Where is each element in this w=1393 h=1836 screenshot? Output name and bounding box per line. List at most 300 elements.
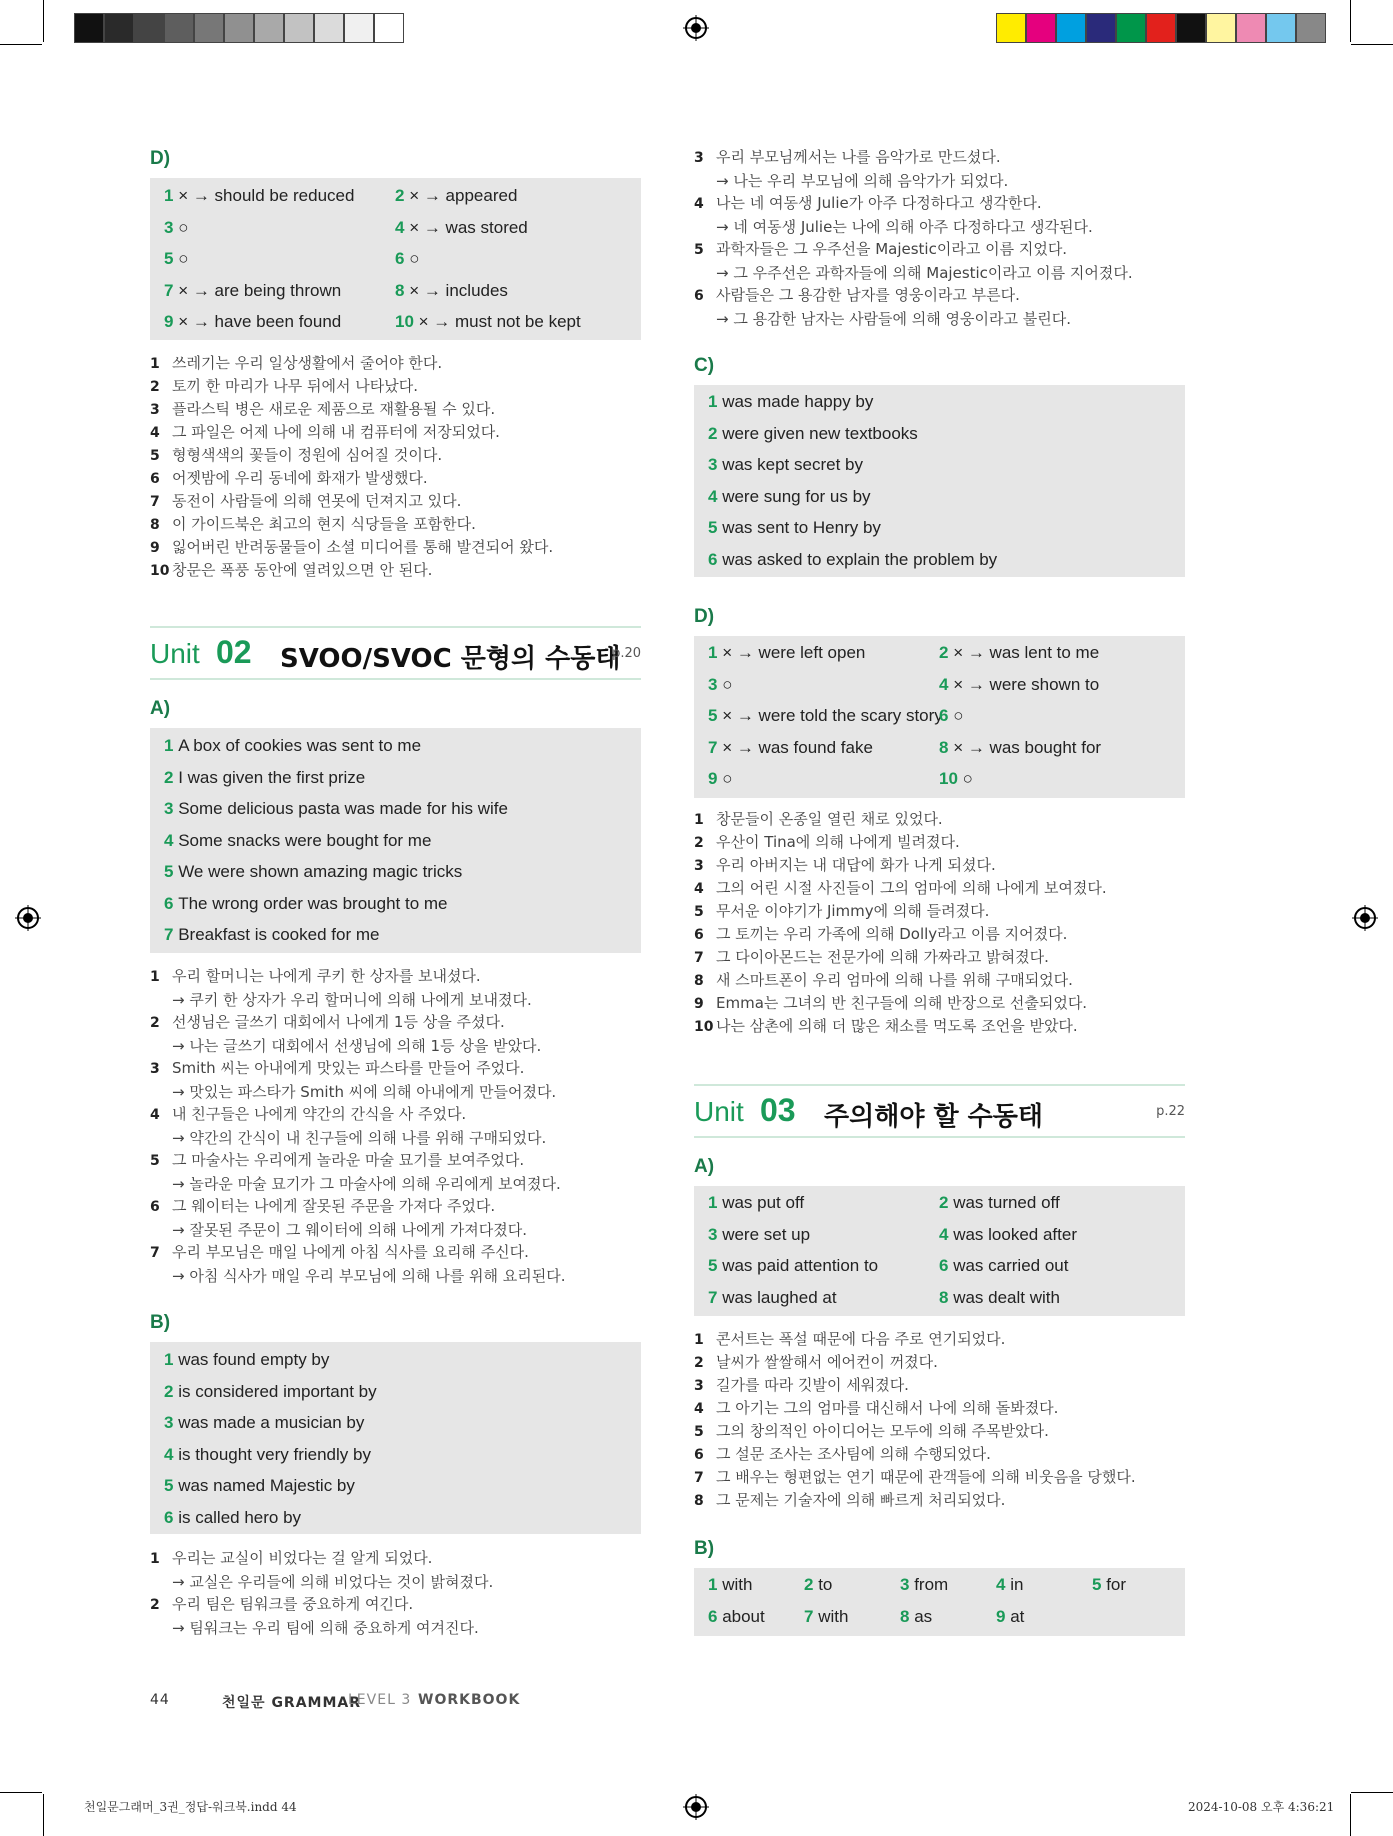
answer-number: 1	[164, 736, 179, 755]
unit-header-02	[150, 632, 641, 680]
answer-item	[164, 736, 421, 756]
translation-number: 1	[694, 812, 704, 828]
translation-active: 선생님은 글쓰기 대회에서 나에게 1등 상을 주셨다.	[172, 1013, 505, 1031]
translation-text: 어젯밤에 우리 동네에 화재가 발생했다.	[172, 469, 428, 487]
translation-line	[694, 992, 1087, 1016]
unit-title: SVOO/SVOC 문형의 수동태	[280, 644, 621, 674]
translation-active: 우리 팀은 팀워크를 중요하게 여긴다.	[172, 1595, 414, 1613]
page-reference: p.22	[1156, 1104, 1185, 1119]
translation-number: 3	[150, 402, 160, 418]
answer-number: 2	[708, 423, 723, 443]
answer-text: with	[818, 1606, 849, 1626]
translation-passive: → 그 우주선은 과학자들에 의해 Majestic이라고 이름 지어졌다.	[716, 264, 1133, 282]
answer-text: The wrong order was brought to me	[178, 893, 448, 913]
translation-text: 이 가이드북은 최고의 현지 식당들을 포함한다.	[172, 515, 476, 533]
translation-number: 1	[694, 1332, 704, 1348]
answer-item	[939, 1256, 1068, 1276]
translation-line	[694, 808, 943, 832]
answer-item	[708, 1607, 765, 1627]
answer-number: 8	[395, 280, 410, 300]
answer-item	[164, 1382, 377, 1402]
answer-text: is thought very friendly by	[178, 1444, 371, 1464]
translation-passive: → 놀라운 마술 묘기가 그 마술사에 의해 우리에게 보여졌다.	[172, 1175, 561, 1193]
translation-text: 그 아기는 그의 엄마를 대신해서 나에 의해 돌봐졌다.	[716, 1399, 1059, 1417]
answer-number: 10	[395, 312, 419, 331]
translation-number: 6	[150, 1199, 160, 1215]
translation-pair	[150, 1241, 566, 1288]
answer-number: 5	[708, 1256, 723, 1275]
translation-line	[694, 1374, 909, 1398]
answer-number: 4	[996, 1575, 1011, 1594]
translation-number: 10	[150, 563, 170, 579]
answer-text: × → are being thrown	[178, 280, 342, 300]
answer-text: was kept secret by	[722, 455, 863, 474]
answer-number: 6	[708, 1606, 723, 1626]
translation-text: 그 문제는 기술자에 의해 빠르게 처리되었다.	[716, 1491, 1006, 1509]
answer-number: 5	[1092, 1575, 1107, 1594]
translation-line	[150, 352, 442, 376]
answer-item	[708, 643, 865, 663]
answer-number: 4	[164, 1444, 179, 1464]
answer-text: I was given the first prize	[178, 767, 366, 787]
answer-number: 3	[708, 674, 723, 694]
translation-line	[694, 923, 1067, 947]
answer-number: 7	[164, 280, 179, 300]
answer-item	[708, 392, 873, 412]
translation-number: 7	[694, 950, 704, 966]
translation-text: 그 토끼는 우리 가족에 의해 Dolly라고 이름 지어졌다.	[716, 925, 1068, 943]
translation-text: 플라스틱 병은 새로운 제품으로 재활용될 수 있다.	[172, 400, 496, 418]
translation-line	[694, 1328, 1005, 1352]
translation-pair	[150, 1195, 527, 1242]
translation-number: 1	[150, 356, 160, 372]
translation-line	[694, 854, 996, 878]
answer-text: Some snacks were bought for me	[178, 830, 432, 850]
answer-item	[164, 312, 341, 332]
answer-text: with	[722, 1575, 753, 1594]
answer-text: × → have been found	[178, 312, 342, 331]
answer-item	[939, 738, 1101, 758]
answer-number: 8	[900, 1606, 915, 1626]
translation-active: 사람들은 그 용감한 남자를 영웅이라고 부른다.	[716, 286, 1020, 304]
translation-line	[694, 1397, 1058, 1421]
translation-active: Smith 씨는 아내에게 맛있는 파스타를 만들어 주었다.	[172, 1059, 525, 1077]
answer-item	[708, 1256, 878, 1276]
translation-number: 4	[694, 196, 704, 212]
answer-text: × → appeared	[409, 186, 518, 205]
page-number: 44	[150, 1692, 170, 1708]
answer-number: 6	[939, 1256, 954, 1275]
crop-mark	[1351, 1792, 1393, 1793]
translation-active: 내 친구들은 나에게 약간의 간식을 사 주었다.	[172, 1105, 467, 1123]
answer-text: ○	[178, 249, 189, 268]
answer-text: × → was stored	[409, 217, 528, 237]
translation-number: 7	[150, 494, 160, 510]
translation-number: 3	[694, 150, 704, 166]
footer-level: LEVEL 3	[348, 1692, 412, 1708]
answer-text: as	[914, 1606, 933, 1626]
answer-item	[164, 831, 431, 851]
answer-text: Breakfast is cooked for me	[178, 925, 380, 944]
answer-number: 6	[708, 549, 723, 569]
answer-text: for	[1106, 1575, 1127, 1594]
translation-text: 나는 삼촌에 의해 더 많은 채소를 먹도록 조언을 받았다.	[716, 1017, 1078, 1035]
translation-number: 2	[150, 1015, 160, 1031]
answer-number: 1	[708, 643, 723, 662]
footer-brand: 천일문 GRAMMAR	[222, 1695, 362, 1711]
translation-line	[694, 1466, 1136, 1490]
answer-number: 7	[164, 925, 179, 944]
answer-item	[708, 424, 918, 444]
answer-text: We were shown amazing magic tricks	[178, 862, 463, 881]
translation-pair	[150, 1057, 556, 1104]
unit-header-03	[694, 1090, 1185, 1138]
answer-text: × → was found fake	[722, 737, 873, 757]
translation-text: 그 파일은 어제 나에 의해 내 컴퓨터에 저장되었다.	[172, 423, 500, 441]
answer-text: from	[914, 1575, 949, 1594]
answer-item	[164, 186, 354, 206]
translation-number: 3	[150, 1061, 160, 1077]
page-reference: p.20	[612, 646, 641, 661]
translation-number: 2	[150, 379, 160, 395]
answer-text: ○	[722, 769, 733, 788]
answer-number: 2	[395, 186, 410, 205]
answer-item	[708, 1575, 752, 1595]
translation-number: 5	[694, 904, 704, 920]
answer-item	[395, 281, 508, 301]
answer-item	[395, 249, 419, 269]
answer-number: 2	[939, 643, 954, 662]
translation-text: 창문들이 온종일 열린 채로 있었다.	[716, 810, 943, 828]
translation-line	[694, 969, 1073, 993]
translation-pair	[694, 192, 1093, 239]
answer-item	[164, 281, 341, 301]
answer-text: × → were told the scary story	[722, 706, 943, 725]
answer-item	[708, 1225, 810, 1245]
answer-text: × → was lent to me	[953, 643, 1100, 662]
answer-text: was put off	[722, 1193, 805, 1212]
translation-pair	[150, 1547, 493, 1594]
translation-line	[694, 1489, 1005, 1513]
answer-item	[708, 769, 732, 789]
section-label-b: B)	[150, 1312, 171, 1333]
translation-number: 7	[150, 1245, 160, 1261]
translation-text: 그 설문 조사는 조사팀에 의해 수행되었다.	[716, 1445, 991, 1463]
answer-text: ○	[722, 674, 733, 694]
answer-item	[395, 312, 581, 332]
crop-mark	[43, 1794, 44, 1836]
answer-text: ○	[953, 706, 964, 725]
answer-number: 4	[939, 1224, 954, 1244]
registration-mark-icon	[683, 15, 709, 41]
answer-text: ○	[962, 769, 973, 788]
answer-item	[900, 1607, 932, 1627]
answer-text: A box of cookies was sent to me	[178, 736, 422, 755]
answer-item	[164, 1350, 329, 1370]
translation-pair	[150, 965, 532, 1012]
translation-text: Emma는 그녀의 반 친구들에 의해 반장으로 선출되었다.	[716, 994, 1088, 1012]
answer-number: 5	[708, 518, 723, 537]
translation-number: 1	[150, 969, 160, 985]
translation-text: 동전이 사람들에 의해 연못에 던져지고 있다.	[172, 492, 462, 510]
answer-number: 1	[708, 1575, 723, 1594]
answer-number: 3	[164, 799, 179, 818]
answer-item	[708, 487, 871, 507]
answer-number: 1	[164, 1350, 179, 1369]
answer-text: × → were left open	[722, 643, 866, 662]
crop-mark	[0, 44, 42, 45]
answer-number: 3	[708, 455, 723, 474]
answer-item	[708, 675, 732, 695]
translation-line	[150, 375, 418, 399]
section-label-d2: D)	[694, 606, 715, 627]
answer-number: 2	[164, 1381, 179, 1401]
translation-pair	[150, 1011, 541, 1058]
unit-number: 02	[216, 634, 252, 670]
answer-text: was sent to Henry by	[722, 518, 881, 537]
answer-text: about	[722, 1606, 765, 1626]
translation-pair	[150, 1103, 546, 1150]
answer-item	[996, 1575, 1023, 1595]
answer-item	[708, 455, 863, 475]
answer-text: × → should be reduced	[178, 186, 355, 205]
answer-number: 7	[708, 737, 723, 757]
translation-line	[694, 946, 1049, 970]
answer-number: 5	[164, 862, 179, 881]
answer-number: 2	[939, 1193, 954, 1212]
answer-item	[164, 894, 448, 914]
translation-number: 2	[694, 1355, 704, 1371]
translation-number: 9	[694, 996, 704, 1012]
translation-text: 날씨가 쌀쌀해서 에어컨이 꺼졌다.	[716, 1353, 938, 1371]
answer-item	[708, 1288, 837, 1308]
translation-line	[694, 1351, 938, 1375]
translation-line	[694, 877, 1107, 901]
translation-text: 잃어버린 반려동물들이 소셜 미디어를 통해 발견되어 왔다.	[172, 538, 554, 556]
unit-word: Unit	[150, 638, 200, 669]
translation-text: 길가를 따라 깃발이 세워졌다.	[716, 1376, 909, 1394]
answer-item	[708, 550, 997, 570]
answer-number: 4	[395, 217, 410, 237]
translation-number: 3	[694, 1378, 704, 1394]
answer-item	[939, 769, 973, 789]
translation-number: 7	[694, 1470, 704, 1486]
answer-item	[708, 518, 881, 538]
translation-passive: → 나는 우리 부모님에 의해 음악가가 되었다.	[716, 172, 1009, 190]
translation-pair	[150, 1593, 479, 1640]
section-label-a: A)	[150, 698, 171, 719]
answer-text: was paid attention to	[722, 1256, 879, 1275]
translation-line	[150, 513, 476, 537]
answer-number: 7	[804, 1606, 819, 1626]
answer-number: 5	[164, 1476, 179, 1495]
answer-number: 7	[708, 1287, 723, 1307]
answer-number: 6	[395, 249, 410, 268]
answer-item	[939, 1193, 1060, 1213]
translation-number: 1	[150, 1551, 160, 1567]
answer-text: at	[1010, 1606, 1025, 1626]
translation-number: 8	[694, 1493, 704, 1509]
translation-number: 6	[694, 927, 704, 943]
crop-mark	[0, 1792, 42, 1793]
answer-number: 3	[900, 1575, 915, 1594]
answer-number: 9	[708, 769, 723, 788]
answer-text: × → must not be kept	[418, 312, 581, 331]
answer-item	[708, 738, 873, 758]
answer-text: was asked to explain the problem by	[722, 549, 998, 569]
answer-number: 6	[164, 1507, 179, 1527]
answer-text: was looked after	[953, 1224, 1077, 1244]
translation-number: 3	[694, 858, 704, 874]
answer-text: were sung for us by	[722, 486, 871, 506]
answer-box-b	[150, 1342, 641, 1534]
translation-line	[150, 559, 432, 583]
crop-mark	[43, 0, 44, 42]
answer-text: was found empty by	[178, 1350, 330, 1369]
answer-text: was carried out	[953, 1256, 1069, 1275]
translation-number: 6	[150, 471, 160, 487]
translation-number: 9	[150, 540, 160, 556]
answer-text: ○	[409, 249, 420, 268]
translation-text: 그 배우는 형편없는 연기 때문에 관객들에 의해 비웃음을 당했다.	[716, 1468, 1136, 1486]
answer-text: Some delicious pasta was made for his wife	[178, 799, 508, 818]
translation-active: 우리 부모님은 매일 나에게 아침 식사를 요리해 주신다.	[172, 1243, 529, 1261]
answer-number: 4	[939, 674, 954, 694]
answer-text: ○	[178, 217, 189, 237]
translation-line	[150, 536, 553, 560]
answer-text: was turned off	[953, 1193, 1060, 1212]
answer-number: 5	[708, 706, 723, 725]
answer-number: 3	[708, 1224, 723, 1244]
translation-number: 4	[150, 1107, 160, 1123]
translation-text: 무서운 이야기가 Jimmy에 의해 들려졌다.	[716, 902, 990, 920]
section-label-a3: A)	[694, 1156, 715, 1177]
answer-text: was dealt with	[953, 1287, 1060, 1307]
crop-mark	[1350, 1794, 1351, 1836]
answer-item	[1092, 1575, 1126, 1595]
registration-mark-icon	[1352, 905, 1378, 931]
translation-passive: → 약간의 간식이 내 친구들에 의해 나를 위해 구매되었다.	[172, 1129, 547, 1147]
answer-text: was laughed at	[722, 1287, 837, 1307]
footer-book: WORKBOOK	[418, 1692, 521, 1708]
answer-text: was made happy by	[722, 392, 874, 411]
answer-item	[900, 1575, 948, 1595]
answer-number: 9	[996, 1606, 1011, 1626]
answer-text: was named Majestic by	[178, 1476, 355, 1495]
translation-text: 새 스마트폰이 우리 엄마에 의해 나를 위해 구매되었다.	[716, 971, 1073, 989]
answer-number: 6	[939, 706, 954, 725]
translation-passive: → 네 여동생 Julie는 나에 의해 아주 다정하다고 생각된다.	[716, 218, 1093, 236]
translation-line	[150, 421, 500, 445]
translation-text: 그의 창의적인 아이디어는 모두에 의해 주목받았다.	[716, 1422, 1049, 1440]
answer-item	[939, 706, 963, 726]
answer-text: was made a musician by	[178, 1413, 365, 1432]
slug-filename: 천일문그래머_3권_정답-워크북.indd 44	[84, 1800, 297, 1814]
answer-item	[708, 706, 943, 726]
answer-number: 1	[708, 392, 723, 411]
answer-number: 2	[804, 1575, 819, 1594]
translation-number: 5	[694, 1424, 704, 1440]
translation-text: 콘서트는 폭설 때문에 다음 주로 연기되었다.	[716, 1330, 1006, 1348]
translation-line	[694, 900, 989, 924]
answer-box-c	[694, 385, 1185, 577]
answer-item	[164, 768, 365, 788]
crop-mark	[1350, 0, 1351, 42]
answer-item	[939, 643, 1099, 663]
translation-line	[150, 467, 428, 491]
answer-item	[939, 1288, 1060, 1308]
answer-number: 6	[164, 893, 179, 913]
answer-item	[708, 1193, 804, 1213]
translation-passive: → 교실은 우리들에 의해 비었다는 것이 밝혀졌다.	[172, 1573, 494, 1591]
answer-item	[804, 1607, 848, 1627]
section-label-c: C)	[694, 355, 715, 376]
translation-text: 우리 아버지는 내 대답에 화가 나게 되셨다.	[716, 856, 996, 874]
answer-text: × → includes	[409, 280, 508, 300]
translation-number: 4	[694, 1401, 704, 1417]
translation-number: 8	[150, 517, 160, 533]
answer-number: 8	[939, 737, 954, 757]
translation-passive: → 잘못된 주문이 그 웨이터에 의해 나에게 가져다졌다.	[172, 1221, 528, 1239]
translation-passive: → 나는 글쓰기 대회에서 선생님에 의해 1등 상을 받았다.	[172, 1037, 542, 1055]
translation-active: 그 웨이터는 나에게 잘못된 주문을 가져다 주었다.	[172, 1197, 496, 1215]
answer-item	[164, 1445, 371, 1465]
translation-line	[694, 1015, 1078, 1039]
translation-text: 창문은 폭풍 동안에 열려있으면 안 된다.	[172, 561, 433, 579]
translation-text: 쓰레기는 우리 일상생활에서 줄어야 한다.	[172, 354, 443, 372]
translation-active: 과학자들은 그 우주선을 Majestic이라고 이름 지었다.	[716, 240, 1068, 258]
answer-number: 5	[164, 249, 179, 268]
answer-text: to	[818, 1575, 833, 1594]
answer-item	[164, 862, 462, 882]
translation-number: 10	[694, 1019, 714, 1035]
translation-passive: → 팀워크는 우리 팀에 의해 중요하게 여겨진다.	[172, 1619, 479, 1637]
translation-line	[694, 1420, 1049, 1444]
unit-word: Unit	[694, 1096, 744, 1127]
answer-item	[164, 1476, 355, 1496]
translation-pair	[150, 1149, 561, 1196]
translation-number: 8	[694, 973, 704, 989]
translation-text: 우산이 Tina에 의해 나에게 빌려졌다.	[716, 833, 960, 851]
answer-number: 10	[939, 769, 963, 788]
answer-number: 1	[164, 186, 179, 205]
answer-text: were given new textbooks	[722, 423, 918, 443]
section-label-b3: B)	[694, 1538, 715, 1559]
answer-text: × → were shown to	[953, 674, 1100, 694]
translation-line	[150, 444, 442, 468]
answer-item	[395, 218, 528, 238]
answer-number: 3	[164, 217, 179, 237]
translation-line	[150, 490, 461, 514]
answer-text: in	[1010, 1575, 1024, 1594]
registration-mark-icon	[683, 1794, 709, 1820]
answer-item	[164, 218, 188, 238]
answer-item	[804, 1575, 832, 1595]
translation-passive: → 아침 식사가 매일 우리 부모님에 의해 나를 위해 요리된다.	[172, 1267, 566, 1285]
translation-text: 토끼 한 마리가 나무 뒤에서 나타났다.	[172, 377, 418, 395]
answer-number: 2	[164, 767, 179, 787]
translation-line	[694, 1443, 991, 1467]
answer-text: is called hero by	[178, 1507, 302, 1527]
translation-line	[150, 398, 495, 422]
translation-number: 2	[694, 835, 704, 851]
unit-number: 03	[760, 1092, 796, 1128]
translation-pair	[694, 238, 1133, 285]
translation-active: 그 마술사는 우리에게 놀라운 마술 묘기를 보여주었다.	[172, 1151, 525, 1169]
translation-line	[694, 831, 960, 855]
translation-passive: → 쿠키 한 상자가 우리 할머니에 의해 나에게 보내졌다.	[172, 991, 532, 1009]
translation-text: 그 다이아몬드는 전문가에 의해 가짜라고 밝혀졌다.	[716, 948, 1049, 966]
